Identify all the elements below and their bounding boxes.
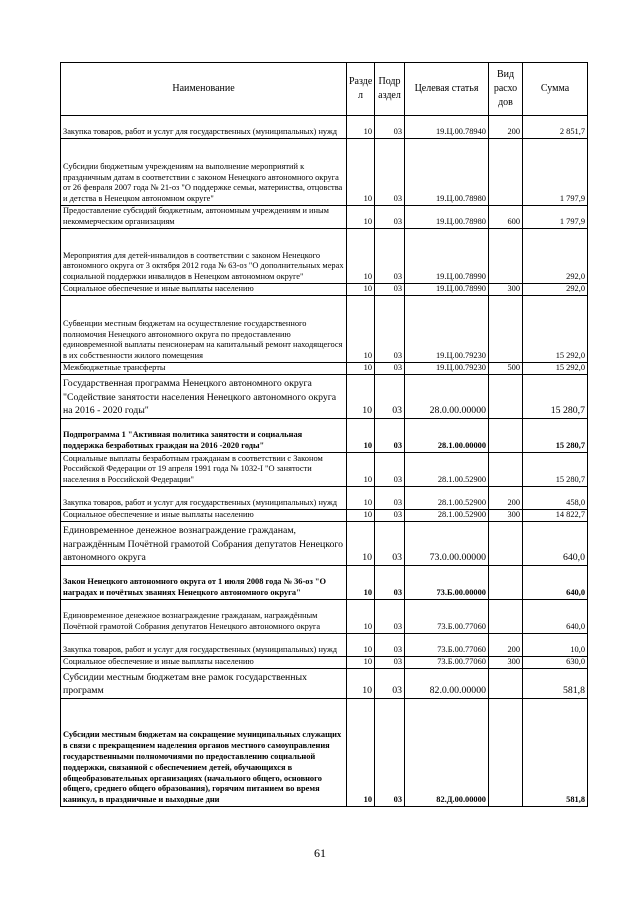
row-sum: 10,0 — [523, 634, 588, 657]
header-expense-kind: Вид расхо дов — [489, 63, 523, 116]
row-subsection: 03 — [375, 600, 405, 634]
table-row — [61, 375, 588, 419]
row-section: 10 — [347, 634, 375, 657]
row-expense-kind: 300 — [489, 510, 523, 522]
row-subsection: 03 — [375, 284, 405, 296]
row-target-article: 73.Б.00.77060 — [405, 600, 489, 634]
row-name: Подпрограмма 1 "Активная политика занятости и социальная поддержка безработных граждан на 2016 -2020 годы" — [61, 419, 347, 453]
row-target-article: 28.0.00.00000 — [405, 375, 489, 419]
row-subsection: 03 — [375, 669, 405, 699]
row-name: Мероприятия для детей-инвалидов в соответствии с законом Ненецкого автономного округа от 3 октября 2012 года № 63-оз "О дополнительных мерах социальной поддержки инвалидов в Ненецком автономном округе" — [61, 229, 347, 284]
row-sum: 14 822,7 — [523, 510, 588, 522]
row-sum: 458,0 — [523, 487, 588, 510]
row-subsection: 03 — [375, 139, 405, 206]
table-row — [61, 206, 588, 229]
row-name: Закупка товаров, работ и услуг для государственных (муниципальных) нужд — [61, 634, 347, 657]
row-target-article: 73.0.00.00000 — [405, 522, 489, 566]
row-section: 10 — [347, 566, 375, 600]
table-row — [61, 510, 588, 522]
table-row — [61, 116, 588, 139]
table-row — [61, 284, 588, 296]
row-sum: 581,8 — [523, 669, 588, 699]
table-row — [61, 600, 588, 634]
table-row — [61, 657, 588, 669]
row-subsection: 03 — [375, 657, 405, 669]
row-sum: 15 280,7 — [523, 375, 588, 419]
row-sum: 2 851,7 — [523, 116, 588, 139]
row-expense-kind — [489, 229, 523, 284]
row-subsection: 03 — [375, 634, 405, 657]
row-subsection: 03 — [375, 116, 405, 139]
row-section: 10 — [347, 600, 375, 634]
row-sum: 581,8 — [523, 699, 588, 807]
table-row — [61, 296, 588, 363]
row-target-article: 19.Ц.00.79230 — [405, 363, 489, 375]
table-header-row — [61, 63, 588, 116]
row-section: 10 — [347, 139, 375, 206]
row-subsection: 03 — [375, 699, 405, 807]
table-row — [61, 634, 588, 657]
row-sum: 292,0 — [523, 229, 588, 284]
row-expense-kind — [489, 375, 523, 419]
row-subsection: 03 — [375, 419, 405, 453]
table-row — [61, 419, 588, 453]
row-sum: 15 292,0 — [523, 296, 588, 363]
row-target-article: 28.1.00.52900 — [405, 510, 489, 522]
row-expense-kind: 200 — [489, 116, 523, 139]
row-name: Закон Ненецкого автономного округа от 1 июля 2008 года № 36-оз "О наградах и почётных званиях Ненецкого автономного округа" — [61, 566, 347, 600]
row-name: Субсидии местным бюджетам вне рамок государственных программ — [61, 669, 347, 699]
row-section: 10 — [347, 669, 375, 699]
row-expense-kind — [489, 139, 523, 206]
row-section: 10 — [347, 206, 375, 229]
row-subsection: 03 — [375, 206, 405, 229]
page-number: 61 — [314, 846, 326, 860]
row-sum: 292,0 — [523, 284, 588, 296]
row-sum: 630,0 — [523, 657, 588, 669]
row-target-article: 19.Ц.00.78980 — [405, 206, 489, 229]
header-section: Разде л — [347, 63, 375, 116]
row-sum: 640,0 — [523, 522, 588, 566]
row-target-article: 82.0.00.00000 — [405, 669, 489, 699]
row-name: Субсидии бюджетным учреждениям на выполнение мероприятий к праздничным датам в соответствии с законом Ненецкого автономного округа от 26 февраля 2007 года № 21-оз "О поддержке семьи, материнства, отцовства и детства в Ненецком автономном округе" — [61, 139, 347, 206]
table-row — [61, 139, 588, 206]
row-target-article: 19.Ц.00.78940 — [405, 116, 489, 139]
row-target-article: 28.1.00.52900 — [405, 453, 489, 487]
row-target-article: 28.1.00.00000 — [405, 419, 489, 453]
row-sum: 15 280,7 — [523, 453, 588, 487]
budget-table — [60, 62, 588, 807]
row-sum: 640,0 — [523, 566, 588, 600]
row-subsection: 03 — [375, 363, 405, 375]
row-sum: 15 292,0 — [523, 363, 588, 375]
table-row — [61, 487, 588, 510]
row-name: Государственная программа Ненецкого автономного округа "Содействие занятости населения Ненецкого автономного округа на 2016 - 2020 годы" — [61, 375, 347, 419]
row-subsection: 03 — [375, 510, 405, 522]
row-name: Единовременное денежное вознаграждение гражданам, награждённым Почётной грамотой Собрания депутатов Ненецкого автономного округа — [61, 600, 347, 634]
row-target-article: 19.Ц.00.78990 — [405, 229, 489, 284]
row-name: Социальное обеспечение и иные выплаты населению — [61, 510, 347, 522]
row-expense-kind — [489, 453, 523, 487]
row-target-article: 73.Б.00.77060 — [405, 634, 489, 657]
row-target-article: 82.Д.00.00000 — [405, 699, 489, 807]
row-name: Предоставление субсидий бюджетным, автономным учреждениям и иным некоммерческим организациям — [61, 206, 347, 229]
row-name: Единовременное денежное вознаграждение гражданам, награждённым Почётной грамотой Собрания депутатов Ненецкого автономного округа — [61, 522, 347, 566]
row-sum: 15 280,7 — [523, 419, 588, 453]
table-row — [61, 229, 588, 284]
row-subsection: 03 — [375, 566, 405, 600]
row-target-article: 73.Б.00.00000 — [405, 566, 489, 600]
row-section: 10 — [347, 522, 375, 566]
row-expense-kind: 300 — [489, 657, 523, 669]
row-subsection: 03 — [375, 522, 405, 566]
row-expense-kind: 300 — [489, 284, 523, 296]
table-row — [61, 363, 588, 375]
header-name: Наименование — [61, 63, 347, 116]
row-expense-kind — [489, 600, 523, 634]
row-section: 10 — [347, 229, 375, 284]
row-section: 10 — [347, 487, 375, 510]
row-expense-kind: 200 — [489, 487, 523, 510]
table-row — [61, 522, 588, 566]
row-section: 10 — [347, 699, 375, 807]
row-expense-kind: 600 — [489, 206, 523, 229]
row-expense-kind — [489, 522, 523, 566]
row-expense-kind: 200 — [489, 634, 523, 657]
row-subsection: 03 — [375, 487, 405, 510]
row-target-article: 28.1.00.52900 — [405, 487, 489, 510]
row-target-article: 73.Б.00.77060 — [405, 657, 489, 669]
row-name: Субсидии местным бюджетам на сокращение муниципальных служащих в связи с прекращением наделения органов местного самоуправления государственными полномочиями по предоставлению социальной поддержки, связанной с обеспечением детей, обучающихся в общеобразовательных организациях (начального общего, основного общего, среднего общего образования), горячим питанием во время каникул, в праздничные и выходные дни — [61, 699, 347, 807]
row-name: Социальное обеспечение и иные выплаты населению — [61, 657, 347, 669]
row-expense-kind — [489, 699, 523, 807]
row-name: Социальное обеспечение и иные выплаты населению — [61, 284, 347, 296]
header-subsection: Подр аздел — [375, 63, 405, 116]
row-target-article: 19.Ц.00.79230 — [405, 296, 489, 363]
row-section: 10 — [347, 296, 375, 363]
row-sum: 1 797,9 — [523, 139, 588, 206]
row-section: 10 — [347, 116, 375, 139]
row-expense-kind — [489, 669, 523, 699]
row-expense-kind: 500 — [489, 363, 523, 375]
header-target-article: Целевая статья — [405, 63, 489, 116]
row-name: Социальные выплаты безработным гражданам в соответствии с Законом Российской Федерации от 19 апреля 1991 года № 1032-I "О занятости населения в Российской Федерации" — [61, 453, 347, 487]
row-expense-kind — [489, 566, 523, 600]
row-subsection: 03 — [375, 453, 405, 487]
row-target-article: 19.Ц.00.78980 — [405, 139, 489, 206]
table-row — [61, 669, 588, 699]
row-section: 10 — [347, 363, 375, 375]
table-row — [61, 699, 588, 807]
row-expense-kind — [489, 296, 523, 363]
row-name: Закупка товаров, работ и услуг для государственных (муниципальных) нужд — [61, 116, 347, 139]
row-section: 10 — [347, 419, 375, 453]
row-section: 10 — [347, 510, 375, 522]
row-section: 10 — [347, 453, 375, 487]
row-expense-kind — [489, 419, 523, 453]
header-sum: Сумма — [523, 63, 588, 116]
row-target-article: 19.Ц.00.78990 — [405, 284, 489, 296]
row-name: Межбюджетные трансферты — [61, 363, 347, 375]
table-row — [61, 566, 588, 600]
row-subsection: 03 — [375, 229, 405, 284]
row-section: 10 — [347, 375, 375, 419]
row-subsection: 03 — [375, 375, 405, 419]
row-name: Закупка товаров, работ и услуг для государственных (муниципальных) нужд — [61, 487, 347, 510]
row-subsection: 03 — [375, 296, 405, 363]
row-sum: 1 797,9 — [523, 206, 588, 229]
table-row — [61, 453, 588, 487]
row-sum: 640,0 — [523, 600, 588, 634]
row-section: 10 — [347, 284, 375, 296]
row-section: 10 — [347, 657, 375, 669]
row-name: Субвенции местным бюджетам на осуществление государственного полномочия Ненецкого автономного округа по предоставлению единовременной выплаты пенсионерам на капитальный ремонт находящегося в их собственности жилого помещения — [61, 296, 347, 363]
